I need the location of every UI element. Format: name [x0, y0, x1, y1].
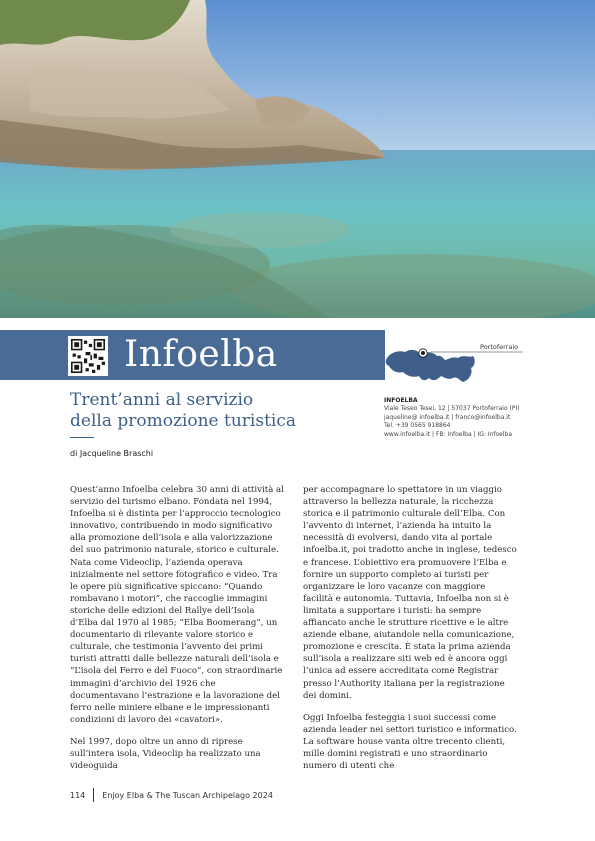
subtitle-line-2: della promozione turistica — [70, 411, 296, 431]
article-column-1 — [70, 484, 284, 782]
page-title: Infoelba — [124, 334, 278, 375]
paragraph: Nel 1997, dopo oltre un anno di riprese sull’intera isola, Videoclip ha realizzato una videoguida — [70, 736, 261, 772]
page-number: 114 — [70, 790, 86, 800]
qr-code-icon[interactable] — [68, 336, 108, 376]
paragraph: Quest’anno Infoelba celebra 30 anni di attività al servizio del turismo elbano. Fondata nel 1994, Infoelba si è distinta per l’approccio tecnologico innovativo, contribuendo in modo significativo alla promozione dell’isola e alla valorizzazione del suo patrimonio naturale, storico e culturale. Nata come Videoclip, l’azienda operava inizialmente nel settore fotografico e video. Tra le opere più significative spiccano: “Quando rombavano i motori”, che raccoglie immagini storiche delle edizioni del Rallye dell’Isola d’Elba dal 1970 al 1985; “Elba Boomerang”, un documentario di rilevante valore storico e culturale, che testimonia l’avvento dei primi turisti attratti dalle bellezze naturali dell’isola e “L’isola del Ferro e del Fuoco”, con straordinarie immagini d’archivio del 1926 che documentavano l’estrazione e la lavorazione del ferro nelle miniere elbane e le impressionanti condizioni di lavoro dei «cavatori». — [70, 485, 284, 725]
location-pin-icon — [419, 349, 427, 357]
elba-island-map — [383, 336, 543, 388]
contact-emails[interactable]: jaqueline@ infoelba.it | franco@infoelba.it — [384, 413, 511, 421]
paragraph: per accompagnare lo spettatore in un viaggio attraverso la bellezza naturale, la ricchezza storica e il patrimonio culturale dell’Elba. Con l’avvento di internet, l’azienda ha intuito la necessità di evolversi, dando vita al portale infoelba.it, poi tradotto anche in inglese, tedesco e francese. L’obiettivo era promuovere l’Elba e fornire un supporto completo ai turisti per organizzare le loro vacanze con maggiore facilità e autonomia. Tuttavia, Infoelba non si è limitata a supportare i turisti: ha sempre affiancato anche le strutture ricettive e le altre aziende elbane, aiutandole nella comunicazione, promozione e crescita. È stata la prima azienda sull’isola a realizzare siti web ed è ancora oggi l’unica ad essere accreditata come Registrar presso l’Authority italiana per la registrazione dei domini. — [303, 485, 517, 701]
article-column-2 — [303, 484, 517, 782]
contact-web[interactable]: www.infoelba.it | FB: Infoelba | IG: Infoelba — [384, 430, 513, 438]
page-footer — [70, 788, 273, 802]
contact-phone[interactable]: Tel. +39 0565 918864 — [384, 422, 451, 430]
paragraph: Oggi Infoelba festeggia i suoi successi come azienda leader nei settori turistico e informatico. La software house vanta oltre trecento clienti, mille domini registrati e uno straordinario numero di utenti che — [303, 712, 517, 772]
article-subtitle — [70, 390, 370, 432]
contact-block — [384, 397, 584, 439]
hero-photo — [0, 0, 595, 318]
author-byline: di Jacqueline Braschi — [70, 449, 154, 458]
contact-address: Viale Teseo Tesei, 12 | 57037 Portoferraio (PI) — [384, 405, 520, 413]
map-label: Portoferraio — [480, 343, 519, 351]
subtitle-line-1: Trent’anni al servizio — [70, 390, 254, 410]
footer-divider — [93, 788, 94, 802]
divider — [70, 437, 94, 438]
publication-name: Enjoy Elba & The Tuscan Archipelago 2024 — [102, 790, 273, 800]
contact-company: INFOELBA — [384, 397, 418, 404]
coastal-rocks-sea-illustration — [0, 0, 595, 318]
